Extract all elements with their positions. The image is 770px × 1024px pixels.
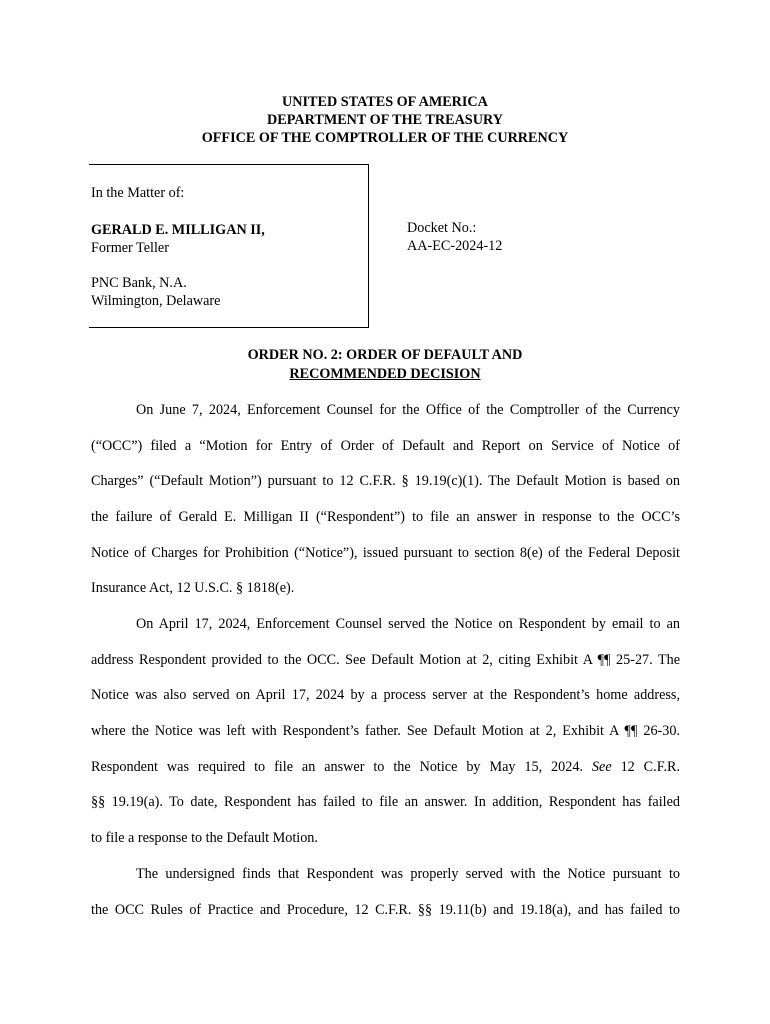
docket-block — [407, 219, 502, 255]
body-line: the failure of Gerald E. Milligan II (“Respondent”) to file an answer in response to the OCC’s — [91, 509, 680, 525]
body-line: address Respondent provided to the OCC. See Default Motion at 2, citing Exhibit A ¶¶ 25-27. The — [91, 652, 680, 668]
docket-number: AA-EC-2024-12 — [407, 238, 503, 254]
body-line: On June 7, 2024, Enforcement Counsel for the Office of the Comptroller of the Currency — [136, 402, 680, 418]
in-the-matter-label: In the Matter of: — [91, 185, 185, 201]
body-line: the OCC Rules of Practice and Procedure, 12 C.F.R. §§ 19.11(b) and 19.18(a), and has failed to — [91, 902, 680, 918]
body-line — [91, 758, 680, 776]
bank-location: Wilmington, Delaware — [91, 293, 221, 309]
body-line: to file a response to the Default Motion. — [91, 830, 318, 846]
respondent-name: GERALD E. MILLIGAN II, — [91, 222, 265, 238]
body-line: Insurance Act, 12 U.S.C. § 1818(e). — [91, 580, 295, 596]
header-line-department: DEPARTMENT OF THE TREASURY — [267, 112, 503, 128]
order-title-line1: ORDER NO. 2: ORDER OF DEFAULT AND — [247, 347, 523, 363]
body-line: §§ 19.19(a). To date, Respondent has failed to file an answer. In addition, Respondent has failed — [91, 794, 680, 810]
order-title — [0, 346, 770, 384]
body-line: Notice of Charges for Prohibition (“Notice”), issued pursuant to section 8(e) of the Federal Deposit — [91, 545, 680, 561]
header-line-country: UNITED STATES OF AMERICA — [282, 94, 488, 110]
citation-signal: See — [591, 759, 612, 775]
body-line: The undersigned finds that Respondent was properly served with the Notice pursuant to — [136, 866, 680, 882]
respondent-title: Former Teller — [91, 240, 169, 256]
body-line: (“OCC”) filed a “Motion for Entry of Order of Default and Report on Service of Notice of — [91, 438, 680, 454]
header-line-office: OFFICE OF THE COMPTROLLER OF THE CURRENCY — [201, 130, 569, 146]
order-title-line2: RECOMMENDED DECISION — [289, 366, 481, 382]
body-line-text: Respondent was required to file an answer to the Notice by May 15, 2024. — [91, 759, 583, 775]
body-line: On April 17, 2024, Enforcement Counsel served the Notice on Respondent by email to an — [136, 616, 680, 632]
body-line: where the Notice was left with Respondent’s father. See Default Motion at 2, Exhibit A ¶¶ 26-30. — [91, 723, 680, 739]
body-line: Charges” (“Default Motion”) pursuant to 12 C.F.R. § 19.19(c)(1). The Default Motion is based on — [91, 473, 680, 489]
docket-label: Docket No.: — [407, 220, 477, 236]
citation-text: 12 C.F.R. — [620, 759, 681, 775]
body-line: Notice was also served on April 17, 2024 by a process server at the Respondent’s home address, — [91, 687, 680, 703]
bank-name: PNC Bank, N.A. — [91, 275, 187, 291]
agency-header — [0, 93, 770, 147]
